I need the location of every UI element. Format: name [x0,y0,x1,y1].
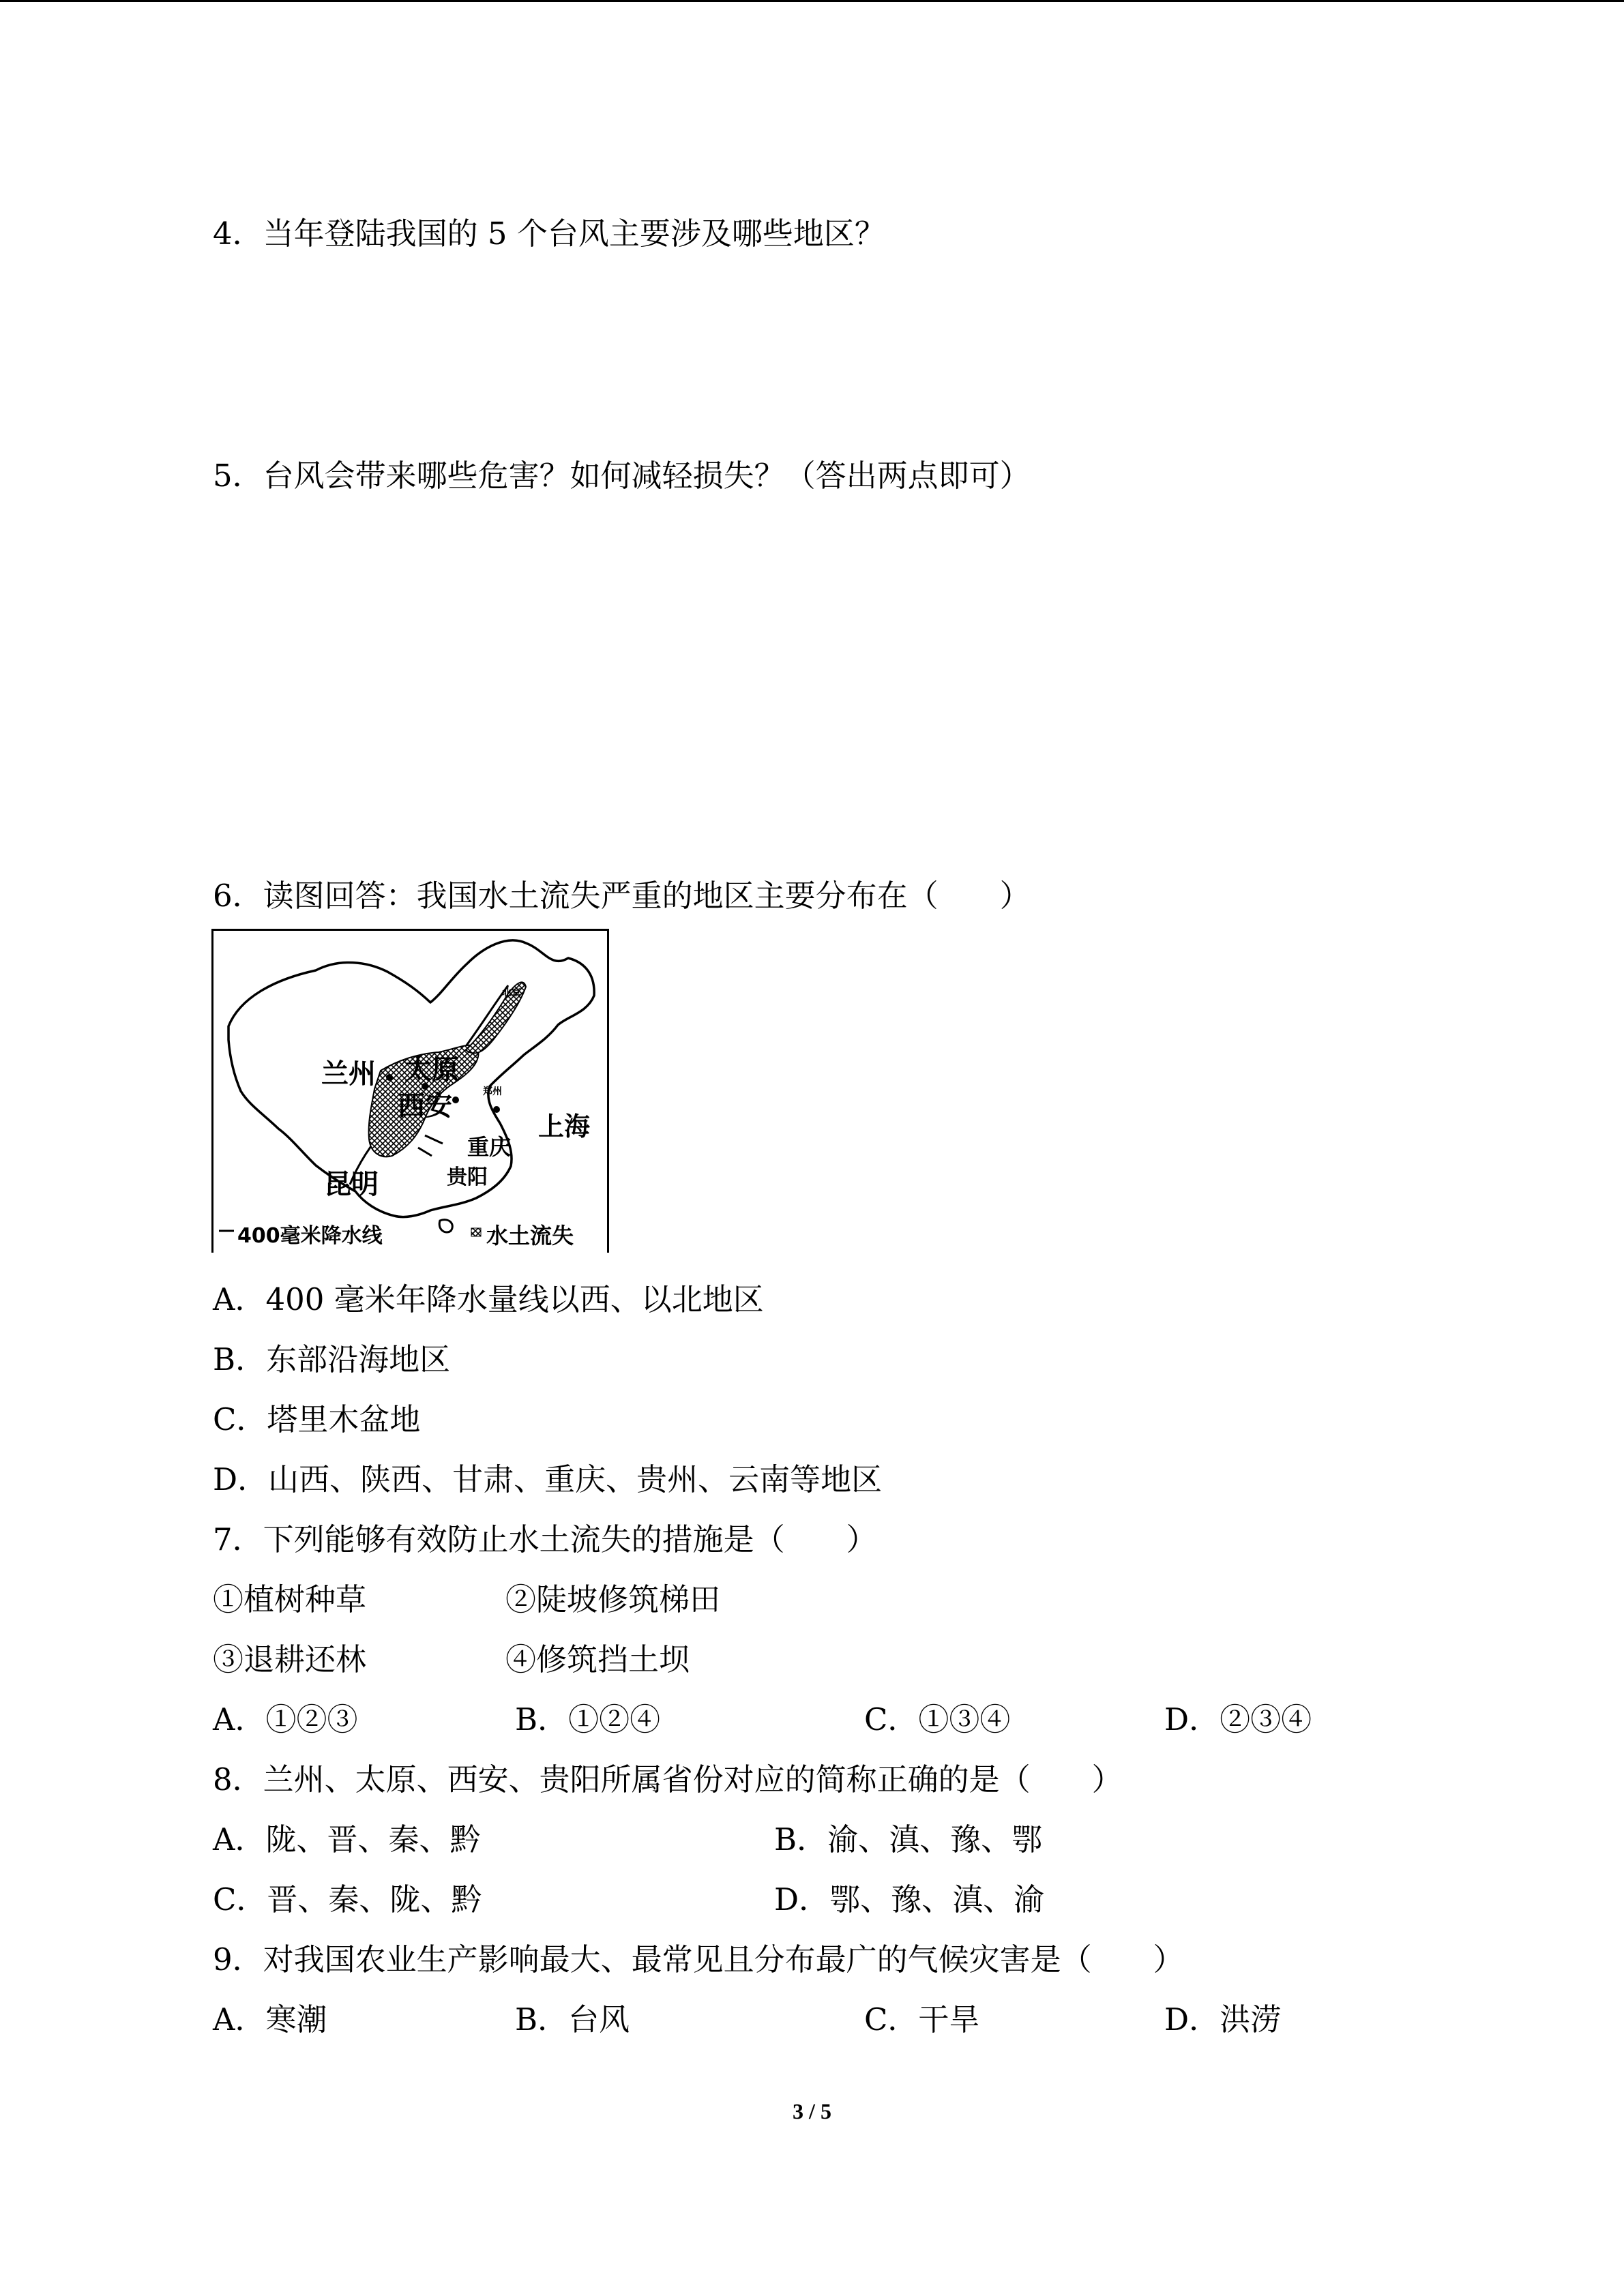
question-8-option-a: A．陇、晋、秦、黔 [213,1821,481,1858]
page-number: 3 / 5 [793,2099,831,2123]
question-5: 5．台风会带来哪些危害？如何减轻损失？（答出两点即可） [213,458,1031,494]
question-7-item-4: ④修筑挡土坝 [505,1641,690,1678]
question-8-option-c: C．晋、秦、陇、黔 [213,1881,482,1918]
map-label-lanzhou: 兰州 [321,1058,376,1090]
question-7-option-a: A．①②③ [213,1701,358,1738]
map-label-kunming: 昆明 [324,1169,379,1200]
question-7-item-3: ③退耕还林 [213,1641,367,1678]
legend-hatch-symbol [471,1228,481,1236]
question-4: 4．当年登陆我国的 5 个台风主要涉及哪些地区？ [213,215,885,252]
map-label-xian: 西安 [398,1090,452,1122]
china-soil-erosion-map [211,929,609,1253]
question-9-stem: 9．对我国农业生产影响最大、最常见且分布最广的气候灾害是（ ） [213,1941,1184,1978]
city-dot [452,1097,459,1103]
chongqing-pointer [425,1135,443,1144]
question-6-option-d: D．山西、陕西、甘肃、重庆、贵州、云南等地区 [213,1461,883,1497]
question-7-option-c: C．①③④ [864,1701,1011,1738]
question-7-stem: 7．下列能够有效防止水土流失的措施是（ ） [213,1521,877,1557]
map-label-guiyang: 贵阳 [447,1165,488,1189]
question-9-option-d: D．洪涝 [1164,2001,1282,2038]
map-label-chongqing: 重庆 [467,1134,512,1160]
legend-erosion-label: 水土流失 [486,1223,574,1249]
question-8-stem: 8．兰州、太原、西安、贵阳所属省份对应的简称正确的是（ ） [213,1761,1123,1798]
question-7-item-1: ①植树种草 [213,1581,367,1617]
hainan-outline [439,1220,452,1232]
question-9-option-c: C．干旱 [864,2001,980,2038]
question-7-option-b: B．①②④ [515,1701,661,1738]
question-7-option-d: D．②③④ [1164,1701,1312,1738]
question-8-option-d: D．鄂、豫、滇、渝 [774,1881,1045,1918]
legend-line-label: 400毫米降水线 [237,1224,383,1248]
question-9-option-a: A．寒潮 [213,2001,327,2038]
question-6-option-b: B．东部沿海地区 [213,1341,451,1377]
map-label-beijing: 北京 [502,987,521,998]
city-dot [493,1106,500,1113]
map-label-taiyuan: 太原 [404,1054,459,1086]
question-6-option-a: A．400 毫米年降水量线以西、以北地区 [213,1281,764,1317]
question-6-stem: 6．读图回答：我国水土流失严重的地区主要分布在（ ） [213,878,1031,914]
question-7-item-2: ②陡坡修筑梯田 [505,1581,721,1617]
city-dot [386,1074,393,1081]
map-label-zhengzhou: 郑州 [483,1086,502,1097]
question-8-option-b: B．渝、滇、豫、鄂 [774,1821,1043,1858]
top-border [0,0,1624,2]
question-6-option-c: C．塔里木盆地 [213,1401,421,1437]
question-9-option-b: B．台风 [515,2001,630,2038]
map-label-shanghai: 上海 [538,1112,591,1142]
guiyang-pointer [418,1148,432,1156]
